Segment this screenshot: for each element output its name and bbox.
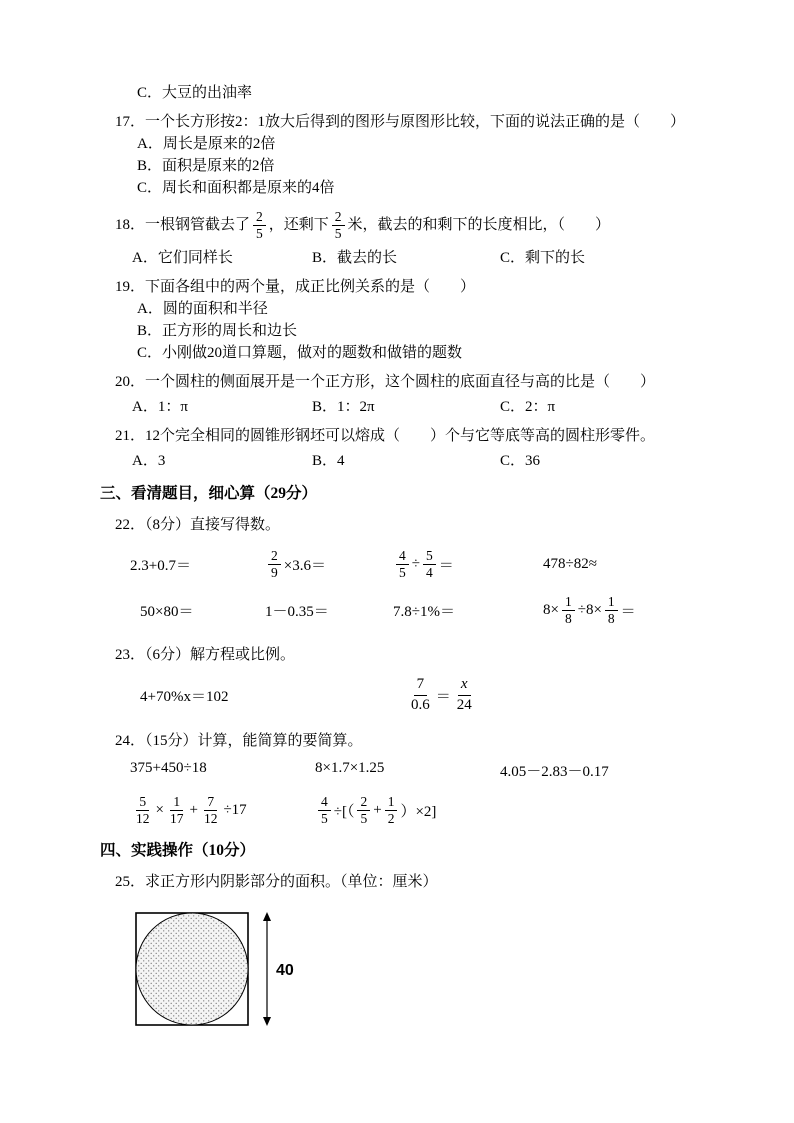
q24-expr-1: 375+450÷18 bbox=[130, 760, 207, 776]
q22-expr-7: 7.8÷1%＝ bbox=[393, 603, 455, 620]
denominator: 0.6 bbox=[411, 696, 430, 713]
q24-e5-close-bracket: ）×2] bbox=[400, 803, 437, 820]
dimension-arrowhead-bottom bbox=[263, 1017, 271, 1026]
q23-fraction-left bbox=[408, 675, 433, 715]
q24-expr-5 bbox=[315, 794, 436, 826]
numerator: 2 bbox=[268, 548, 281, 565]
q24-e5-fraction-1 bbox=[318, 794, 331, 826]
denominator: 5 bbox=[321, 810, 328, 826]
q22-e2-fraction bbox=[268, 548, 281, 580]
numerator: 1 bbox=[170, 794, 183, 811]
q18-option-b: B．截去的长 bbox=[312, 250, 398, 266]
denominator: 5 bbox=[334, 225, 342, 241]
q24-row-1 bbox=[130, 760, 736, 781]
q17-option-c: C．周长和面积都是原来的4倍 bbox=[137, 180, 335, 196]
square-star-diagram bbox=[130, 907, 320, 1035]
q24-expr-2: 8×1.7×1.25 bbox=[315, 760, 385, 776]
q23-stem: 23．（6分）解方程或比例。 bbox=[115, 647, 296, 663]
q22-e8-fraction-2 bbox=[605, 594, 618, 626]
q22-expr-8 bbox=[543, 590, 736, 630]
q24-e5-fraction-3 bbox=[385, 794, 398, 826]
q24-e4-fraction-3 bbox=[201, 794, 221, 826]
denominator: 17 bbox=[169, 810, 184, 826]
q19-stem: 19．下面各组中的两个量，成正比例关系的是（ ） bbox=[115, 279, 476, 295]
q18-stem-text-3: 米，截去的和剩下的长度相比，（ ） bbox=[347, 217, 611, 233]
denominator: 12 bbox=[136, 810, 150, 826]
numerator: 5 bbox=[423, 548, 436, 565]
q22-expr-3 bbox=[393, 544, 543, 584]
q21-stem: 21．12个完全相同的圆锥形钢坯可以熔成（ ）个与它等底等高的圆柱形零件。 bbox=[115, 428, 656, 444]
numerator: 4 bbox=[396, 548, 409, 565]
section-4-title: 四、实践操作（10分） bbox=[100, 842, 256, 859]
denominator: 4 bbox=[425, 564, 433, 580]
q23-equation: 4+70%x＝102 bbox=[140, 688, 229, 705]
q17-option-a: A．周长是原来的2倍 bbox=[137, 136, 276, 152]
plus-sign: + bbox=[189, 801, 198, 818]
q17-option-b: B．面积是原来的2倍 bbox=[137, 158, 275, 174]
q18-options-row bbox=[132, 247, 736, 269]
q21-option-b: B．4 bbox=[312, 453, 345, 469]
numerator: 1 bbox=[605, 594, 618, 611]
numerator: 7 bbox=[414, 675, 428, 696]
q17-stem: 17．一个长方形按2：1放大后得到的图形与原图形比较，下面的说法正确的是（ ） bbox=[115, 114, 686, 130]
q24-e5-fraction-2 bbox=[357, 794, 370, 826]
q19-option-b: B．正方形的周长和边长 bbox=[137, 323, 298, 339]
denominator: 2 bbox=[387, 810, 395, 826]
q20-options-row bbox=[132, 396, 736, 418]
q23-proportion bbox=[405, 675, 478, 715]
denominator: 5 bbox=[360, 810, 368, 826]
q22-e8-text-2: ÷8× bbox=[577, 601, 602, 618]
q18-stem bbox=[115, 206, 736, 244]
q24-e5-open-bracket: ÷[（ bbox=[333, 803, 355, 820]
denominator: 5 bbox=[256, 225, 263, 241]
q22-stem: 22．（8分）直接写得数。 bbox=[115, 517, 281, 533]
q18-option-c: C．剩下的长 bbox=[500, 250, 586, 266]
q22-e3-fraction-1 bbox=[396, 548, 409, 580]
dimension-arrowhead-top bbox=[263, 912, 271, 921]
q21-option-c: C．36 bbox=[500, 453, 541, 469]
q24-stem: 24．（15分）计算，能简算的要简算。 bbox=[115, 733, 363, 749]
denominator: 5 bbox=[399, 564, 406, 580]
numerator: 2 bbox=[253, 209, 266, 226]
carryover-option-c: C．大豆的出油率 bbox=[137, 85, 253, 101]
q18-fraction-1 bbox=[253, 209, 266, 241]
numerator: x bbox=[458, 675, 471, 696]
q18-stem-text-2: ，还剩下 bbox=[268, 217, 329, 233]
q22-e2-operator-text: ×3.6＝ bbox=[283, 557, 326, 574]
q24-expr-3: 4.05－2.83－0.17 bbox=[500, 764, 609, 780]
denominator: 24 bbox=[456, 696, 472, 713]
q19-option-a: A．圆的面积和半径 bbox=[137, 301, 268, 317]
q25-figure bbox=[130, 907, 736, 1040]
numerator: 5 bbox=[136, 794, 149, 811]
q24-e4-fraction-1 bbox=[133, 794, 153, 826]
q22-expr-1: 2.3+0.7＝ bbox=[130, 557, 191, 574]
numerator: 7 bbox=[204, 794, 217, 811]
q22-expr-2 bbox=[265, 544, 393, 584]
denominator: 8 bbox=[607, 610, 615, 626]
denominator: 9 bbox=[271, 564, 278, 580]
q24-e4-tail: ÷17 bbox=[223, 801, 247, 818]
equals-sign: ＝ bbox=[435, 688, 451, 705]
q22-expr-4: 478÷82≈ bbox=[543, 555, 597, 572]
q21-option-a: A．3 bbox=[132, 453, 166, 469]
equals-sign: ＝ bbox=[620, 603, 636, 620]
q18-option-a: A．它们同样长 bbox=[132, 250, 233, 266]
numerator: 2 bbox=[332, 209, 345, 226]
q18-fraction-2 bbox=[332, 209, 345, 241]
equals-sign: ＝ bbox=[438, 557, 454, 574]
numerator: 1 bbox=[385, 794, 398, 811]
numerator: 4 bbox=[318, 794, 331, 811]
q24-row-2 bbox=[130, 791, 736, 829]
q20-stem: 20．一个圆柱的侧面展开是一个正方形，这个圆柱的底面直径与高的比是（ ） bbox=[115, 374, 656, 390]
shaded-star-region bbox=[136, 913, 248, 1025]
q24-expr-4 bbox=[130, 794, 315, 826]
q22-expr-5: 50×80＝ bbox=[140, 603, 194, 620]
q22-e8-text-1: 8× bbox=[543, 601, 559, 618]
q20-option-c: C．2：π bbox=[500, 399, 556, 415]
q22-calculation-grid bbox=[130, 544, 736, 630]
q20-option-a: A．1：π bbox=[132, 399, 188, 415]
numerator: 1 bbox=[562, 594, 575, 611]
q21-options-row bbox=[132, 450, 736, 472]
q18-stem-text-1: 18．一根钢管截去了 bbox=[115, 217, 251, 233]
q24-e4-fraction-2 bbox=[167, 794, 187, 826]
dimension-label: 40 bbox=[276, 962, 294, 979]
denominator: 12 bbox=[203, 810, 218, 826]
denominator: 8 bbox=[564, 610, 572, 626]
divide-sign: ÷ bbox=[411, 555, 420, 572]
section-3-title: 三、看清题目，细心算（29分） bbox=[100, 485, 318, 502]
multiply-sign: × bbox=[155, 801, 164, 818]
q20-option-b: B．1：2π bbox=[312, 399, 375, 415]
q23-fraction-right bbox=[454, 675, 475, 715]
q22-expr-6: 1－0.35＝ bbox=[265, 603, 329, 620]
q19-option-c: C．小刚做20道口算题，做对的题数和做错的题数 bbox=[137, 345, 463, 361]
plus-sign: + bbox=[373, 801, 382, 818]
q25-stem: 25．求正方形内阴影部分的面积。（单位：厘米） bbox=[115, 874, 438, 890]
q22-e3-fraction-2 bbox=[423, 548, 436, 580]
q22-e8-fraction-1 bbox=[562, 594, 575, 626]
numerator: 2 bbox=[357, 794, 370, 811]
q23-work-row bbox=[140, 672, 736, 718]
